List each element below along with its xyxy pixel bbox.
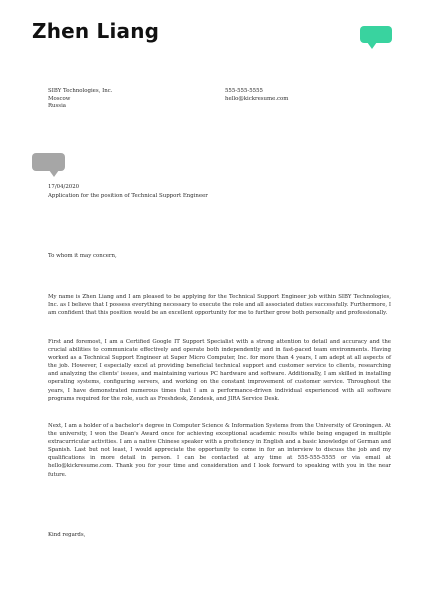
letter-date: 17/04/2020: [48, 184, 80, 190]
letter-greeting: To whom it may concern,: [48, 253, 117, 259]
employer-address: [48, 88, 112, 111]
contact-info: [225, 88, 288, 103]
employer-city: Moscow: [48, 95, 71, 102]
contact-phone: 555-555-5555: [225, 88, 263, 94]
letter-subject: Application for the position of Technical Support Engineer: [48, 193, 208, 199]
letter-paragraph-3: Next, I am a holder of a bachelor's degree in Computer Science & Information Systems from the University of Groningen. At the university, I won the Dean's Award once for achieving exceptional academic results while being engaged in multiple extracurricular activities. I am a native Chinese speaker with a proficiency in English and a basic knowledge of German and Spanish. Last but not least, I would appreciate the opportunity to come in for an interview to discuss the job and my qualifications in more detail in person. I can be contacted at any time at 555-555-5555 or via email at hello@kickresume.com. Thank you for your time and consideration and I look forward to speaking with you in the near future.: [48, 423, 391, 478]
speech-bubble-icon-gray: [32, 153, 65, 177]
letter-paragraph-1: My name is Zhen Liang and I am pleased to be applying for the Technical Support Engineer job within SIBY Technologies, Inc. as I believe that I possess everything necessary to execute the role and all associated duties successfully. Furthermore, I am confident that this position would be an excellent opportunity for me to further grow both personally and professionally.: [48, 294, 391, 317]
speech-bubble-icon: [360, 26, 392, 50]
applicant-name: Zhen Liang: [32, 19, 160, 43]
employer-company: SIBY Technologies, Inc.: [48, 88, 113, 94]
letter-closing: Kind regards,: [48, 532, 86, 538]
contact-email: hello@kickresume.com: [225, 95, 289, 102]
employer-country: Russia: [48, 103, 67, 110]
letter-paragraph-2: First and foremost, I am a Certified Google IT Support Specialist with a strong attention to detail and accuracy and the crucial abilities to communicate effectively and operate both independently and in fast-paced team environments. Having worked as a Technical Support Engineer at Super Micro Computer, Inc. for more than 4 years, I am adept at all aspects of the job. However, I especially excel at providing beneficial technical support and customer service to clients, researching and analyzing the clients' issues, and maintaining various PC hardware and software. Additionally, I am skilled in installing operating systems, configuring servers, and working on the constant improvement of customer service. Throughout the years, I have demonstrated numerous times that I am a performance-driven individual experienced with all software programs required for the role, such as Freshdesk, Zendesk, and JIRA Service Desk.: [48, 339, 391, 402]
